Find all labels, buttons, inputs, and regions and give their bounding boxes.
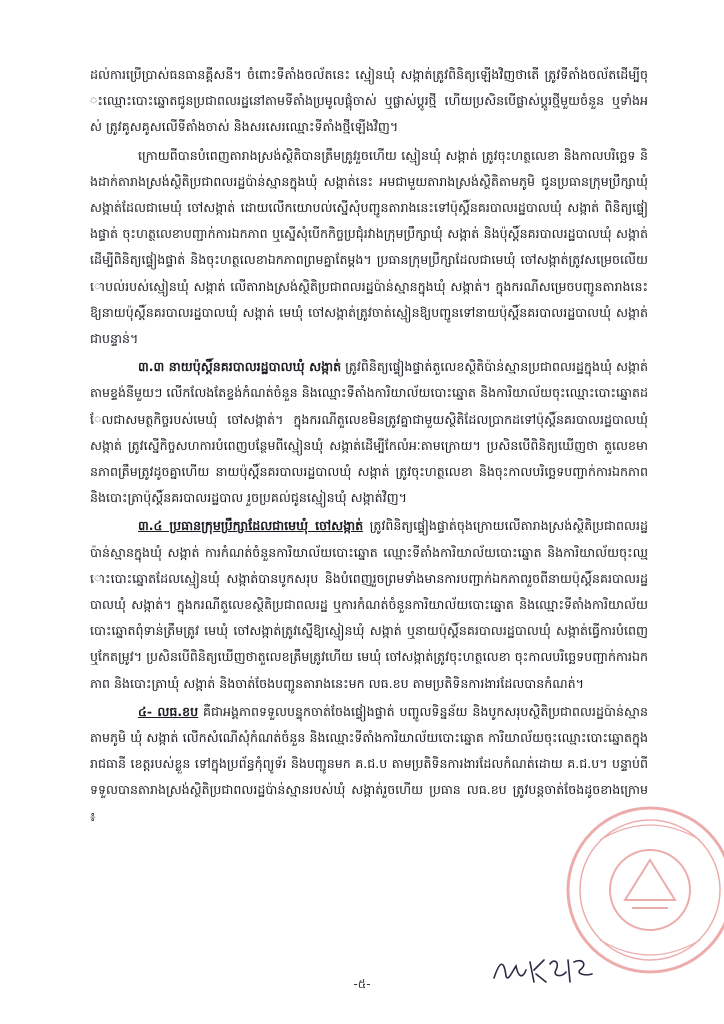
- paragraph-section-3-3: [90, 354, 648, 511]
- section-3-3-heading: ៣.៣ នាយប៉ុស្តិ៍នគរបាលរដ្ឋបាលឃុំ សង្កាត់: [138, 359, 342, 375]
- paragraph-section-3-4: [90, 513, 648, 696]
- section-3-4-heading: ៣.៤ ប្រធានក្រុមប្រឹក្សាដែលជាមេឃុំ ចៅសង្កាត់: [138, 518, 364, 534]
- paragraph-mobile-locations: ដល់ការប្រើប្រាស់ធនធានគ្គីសនី។ ចំពោះទីតាំងចល័តនេះ ស្មៀនឃុំ សង្កាត់ត្រូវពិនិត្យឡើងវិញថាតើ ត្រូវទីតាំងចល័តដើម្បីចុះឈ្មោះបោះឆ្នោតជូនប្រជាពលរដ្ឋនៅតាមទីតាំងប្រមូលផ្តុំចាស់ ឬផ្លាស់ប្តូរថ្មី ហើយប្រសិនបើផ្លាស់ប្តូរថ្មីមួយចំនួន ឬទាំងអស់ ត្រូវគូសគូសលើទីតាំងចាស់ និងសរសេរឈ្មោះទីតាំងថ្មីឡើងវិញ។: [90, 67, 648, 135]
- paragraph-clerk-submission: ក្រោយពីបានបំពេញតារាងស្រង់ស្ថិតិបានត្រឹមត្រូវរួចហើយ ស្មៀនឃុំ សង្កាត់ ត្រូវចុះហត្ថលេខា និងកាលបរិច្ឆេទ និងដាក់តារាងស្រង់ស្ថិតិប្រជាពលរដ្ឋប៉ាន់ស្មានក្នុងឃុំ សង្កាត់នេះ អមជាមួយតារាងស្រង់ស្ថិតិតាមភូមិ ជូនប្រធានក្រុមប្រឹក្សាឃុំ សង្កាត់ដែលជាមេឃុំ ចៅសង្កាត់ ដោយលើកយោបល់ស្នើសុំបញ្ជូនតារាងនេះទៅប៉ុស្តិ៍នគរបាលរដ្ឋបាលឃុំ សង្កាត់ ពិនិត្យផ្ទៀងផ្ទាត់ ចុះហត្ថលេខាបញ្ជាក់ការឯកភាព ឬស្នើសុំបើកកិច្ចប្រជុំរវាងក្រុមប្រឹក្សាឃុំ សង្កាត់ និងប៉ុស្តិ៍នគរបាលរដ្ឋបាលឃុំ សង្កាត់ ដើម្បីពិនិត្យផ្ទៀងផ្ទាត់ និងចុះហត្ថលេខាឯកភាពព្រមគ្នាតែម្តង។ ប្រធានក្រុមប្រឹក្សាដែលជាមេឃុំ ចៅសង្កាត់ត្រូវសម្រេចលើយោបល់របស់ស្មៀនឃុំ សង្កាត់ លើតារាងស្រង់ស្ថិតិប្រជាពលរដ្ឋប៉ាន់ស្មានក្នុងឃុំ សង្កាត់។ ក្នុងករណីសម្រេចបញ្ជូនតារាងនេះឱ្យនាយប៉ុស្តិ៍នគរបាលរដ្ឋបាលឃុំ សង្កាត់ មេឃុំ ចៅសង្កាត់ត្រូវចាត់ស្មៀនឱ្យបញ្ជូនទៅនាយប៉ុស្តិ៍នគរបាលរដ្ឋបាលឃុំ សង្កាត់ជាបន្ទាន់។: [90, 147, 648, 347]
- section-3-3-body: ត្រូវពិនិត្យផ្ទៀងផ្ទាត់តួលេខស្ថិតិប៉ាន់ស្មានប្រជាពលរដ្ឋក្នុងឃុំ សង្កាត់តាមខ្ទង់នីមួយៗ លើកលែងតែខ្ទង់កំណត់ចំនួន និងឈ្មោះទីតាំងការិយាល័យបោះឆ្នោត និងការិយាល័យចុះឈ្មោះបោះឆ្នោតដែលជាសមត្ថកិច្ចរបស់មេឃុំ ចៅសង្កាត់។ ក្នុងករណីតួលេខមិនត្រូវគ្នាជាមួយស្ថិតិដែលប្រាកដទៅប៉ុស្តិ៍នគរបាលរដ្ឋបាលឃុំ សង្កាត់ ត្រូវស្នើកិច្ចសហការបំពេញបន្ថែមពីស្មៀនឃុំ សង្កាត់ដើម្បីកែលំអៈតាមក្រោយ។ ប្រសិនបើពិនិត្យឃើញថា តួលេខមានភាពត្រឹមត្រូវដូចគ្នាហើយ នាយប៉ុស្តិ៍នគរបាលរដ្ឋបាលឃុំ សង្កាត់ ត្រូវចុះហត្ថលេខា និងចុះកាលបរិច្ឆេទបញ្ជាក់ការឯកភាព និងបោះត្រាប៉ុស្តិ៍នគរបាលរដ្ឋបាល រួចប្រគល់ជូនស្មៀនឃុំ សង្កាត់វិញ។: [90, 359, 648, 506]
- section-4-heading: ៤- លធ.ខប: [138, 703, 199, 719]
- section-3-4-body: ត្រូវពិនិត្យផ្ទៀងផ្ទាត់ចុងក្រោយលើតារាងស្រង់ស្ថិតិប្រជាពលរដ្ឋប៉ាន់ស្មានក្នុងឃុំ សង្កាត់ ការកំណត់ចំនួនការិយាល័យបោះឆ្នោត ឈ្មោះទីតាំងការិយាល័យបោះឆ្នោត និងការិយាល័យចុះឈ្មោះបោះឆ្នោតដែលស្មៀនឃុំ សង្កាត់បានបូកសរុប និងបំពេញរួចព្រមទាំងមានការបញ្ជាក់ឯកភាពរួចពីនាយប៉ុស្តិ៍នគរបាលរដ្ឋបាលឃុំ សង្កាត់។ ក្នុងករណីតួលេខស្ថិតិប្រជាពលរដ្ឋ ឬការកំណត់ចំនួនការិយាល័យបោះឆ្នោត និងឈ្មោះទីតាំងការិយាល័យបោះឆ្នោតពុំទាន់ត្រឹមត្រូវ មេឃុំ ចៅសង្កាត់ត្រូវស្នើឱ្យស្មៀនឃុំ សង្កាត់ ឬនាយប៉ុស្តិ៍នគរបាលរដ្ឋបាលឃុំ សង្កាត់ធ្វើការបំពេញ ឬកែតម្រូវ។ ប្រសិនបើពិនិត្យឃើញថាតួលេខត្រឹមត្រូវហើយ មេឃុំ ចៅសង្កាត់ត្រូវចុះហត្ថលេខា ចុះកាលបរិច្ឆេទបញ្ជាក់ការឯកភាព និងបោះត្រាឃុំ សង្កាត់ និងចាត់ចែងបញ្ជូនតារាងនេះមក លធ.ខប តាមប្រតិទិនការងារដែលបានកំណត់។: [90, 518, 648, 691]
- section-4-body: គឺជាអង្គភាពទទួលបន្ទុកចាត់ចែងផ្ទៀងផ្ទាត់ បញ្ចូលទិន្នន័យ និងបូកសរុបស្ថិតិប្រជាពលរដ្ឋប៉ាន់ស្មានតាមភូមិ ឃុំ សង្កាត់ លើកសំណើសុំកំណត់ចំនួន និងឈ្មោះទីតាំងការិយាល័យបោះឆ្នោត ការិយាល័យចុះឈ្មោះបោះឆ្នោតក្នុងរាជធានី ខេត្តរបស់ខ្លួន ទៅក្នុងប្រព័ន្ធកុំព្យូទ័រ និងបញ្ជូនមក គ.ជ.ប តាមប្រតិទិនការងារដែលកំណត់ដោយ គ.ជ.ប។ បន្ទាប់ពីទទួលបានតារាងស្រង់ស្ថិតិប្រជាពលរដ្ឋប៉ាន់ស្មានរបស់ឃុំ សង្កាត់រួចហើយ ប្រធាន លធ.ខប ត្រូវបន្តចាត់ចែងដូចខាងក្រោម ៖: [90, 703, 648, 824]
- page-number: -៥-: [353, 977, 371, 991]
